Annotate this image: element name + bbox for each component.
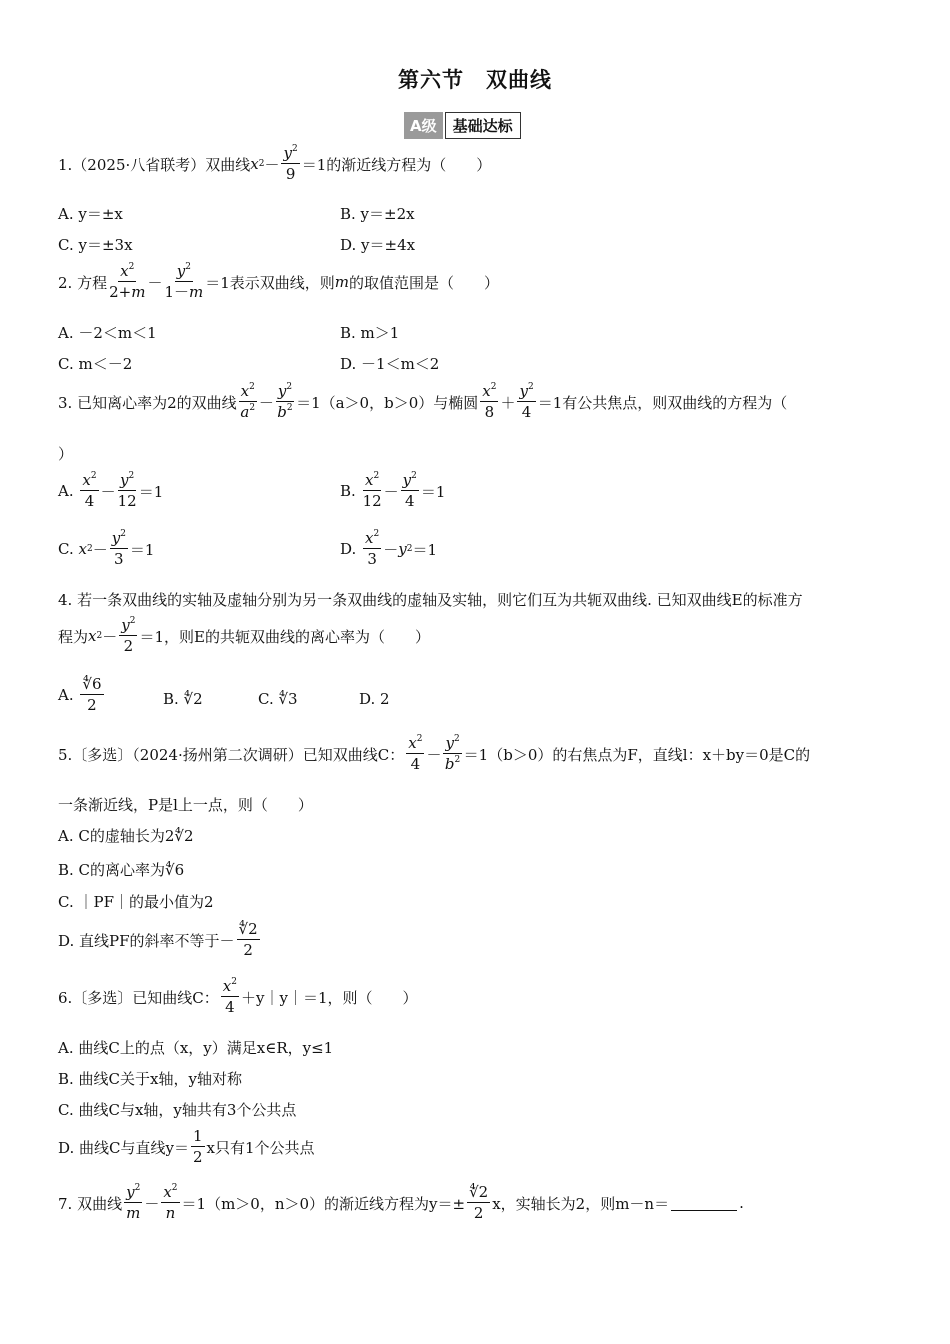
question-1-option-a[interactable]: A. y＝±x [58, 205, 123, 223]
question-6-option-a[interactable]: A. 曲线C上的点（x，y）满足x∈R，y≤1 [58, 1039, 334, 1057]
question-2-option-d[interactable]: D. －1＜m＜2 [340, 355, 440, 373]
question-5-stem: 5.〔多选〕（2024·扬州第二次调研）已知双曲线C： $\frac{x^2}{4}$ － $\frac{y^2}{b^2}$ ＝1（b＞0）的右焦点为F，直线l：x＋by＝0是C的 [58, 734, 811, 773]
question-3-option-a[interactable]: A. $\frac{x^2}{4}$ － $\frac{y^2}{12}$ ＝1 [58, 471, 164, 510]
question-3-stem-end: ） [58, 445, 74, 463]
question-5-stem-line2: 一条渐近线，P是l上一点，则（ ） [58, 796, 313, 814]
question-6-stem: 6.〔多选〕已知曲线C： $\frac{x^2}{4}$ ＋y｜y｜＝1，则（ ） [58, 977, 418, 1016]
question-6-option-b[interactable]: B. 曲线C关于x轴，y轴对称 [58, 1070, 242, 1088]
question-1-option-b[interactable]: B. y＝±2x [340, 205, 415, 223]
question-4-stem-line2: 程为 x 2 － $\frac{y^2}{2}$ ＝1，则E的共轭双曲线的离心率为（ ） [58, 616, 430, 655]
question-5-option-a[interactable]: A. C的虚轴长为2∜2 [58, 827, 194, 845]
level-badge [404, 111, 521, 139]
question-2-option-c[interactable]: C. m＜－2 [58, 355, 133, 373]
question-5-option-c[interactable]: C. ｜PF｜的最小值为2 [58, 893, 214, 911]
question-6-option-d[interactable]: D. 曲线C与直线y＝ $\frac{1}{2}$ x只有1个公共点 [58, 1127, 315, 1166]
question-5-option-d[interactable]: D. 直线PF的斜率不等于－ $\frac{∜2}{2}$ [58, 920, 258, 959]
question-2-stem: 2. 方程 $\frac{x^2}{2+m}$ － $\frac{y^2}{1-m}$ ＝1表示双曲线，则 m 的取值范围是（ ） [58, 262, 500, 301]
question-1-stem: 1.（2025·八省联考）双曲线 x 2 － $\frac{y^2}{9}$ ＝1的渐近线方程为（ ） [58, 144, 492, 183]
question-4-option-a[interactable]: A. $\frac{∜6}{2}$ [58, 675, 102, 714]
question-4-option-d[interactable]: D. 2 [359, 690, 390, 708]
question-3-option-b[interactable]: B. $\frac{x^2}{12}$ － $\frac{y^2}{4}$ ＝1 [340, 471, 446, 510]
page-title: 第六节 双曲线 [398, 68, 552, 92]
question-1-option-d[interactable]: D. y＝±4x [340, 236, 416, 254]
question-3-stem: 3. 已知离心率为2的双曲线 $\frac{x^2}{a^2}$ － $\frac{y^2}{b^2}$ ＝1（a＞0，b＞0）与椭圆 $\frac{x^2}{8}$ ＋ $\frac{y^2}{4}$ ＝1有公共焦点，则双曲线的方程为（ [58, 382, 788, 421]
question-4-option-c[interactable]: C. ∜3 [258, 690, 298, 708]
level-label: 基础达标 [445, 112, 521, 139]
question-4-option-b[interactable]: B. ∜2 [163, 690, 203, 708]
question-7-stem: 7. 双曲线 $\frac{y^2}{m}$ － $\frac{x^2}{n}$ ＝1（m＞0，n＞0）的渐近线方程为y＝± $\frac{∜2}{2}$ x，实轴长为2，则m－n＝ . [58, 1183, 744, 1222]
level-tag: A级 [404, 112, 443, 139]
question-6-option-c[interactable]: C. 曲线C与x轴，y轴共有3个公共点 [58, 1101, 297, 1119]
question-1-option-c[interactable]: C. y＝±3x [58, 236, 133, 254]
question-2-option-b[interactable]: B. m＞1 [340, 324, 400, 342]
question-3-option-d[interactable]: D. $\frac{x^2}{3}$ － y 2 ＝1 [340, 529, 438, 568]
question-5-option-b[interactable]: B. C的离心率为∜6 [58, 861, 185, 879]
question-3-option-c[interactable]: C. x 2 － $\frac{y^2}{3}$ ＝1 [58, 529, 155, 568]
question-2-option-a[interactable]: A. －2＜m＜1 [58, 324, 157, 342]
answer-blank[interactable] [671, 1195, 737, 1211]
question-4-stem: 4. 若一条双曲线的实轴及虚轴分别为另一条双曲线的虚轴及实轴，则它们互为共轭双曲线. 已知双曲线E的标准方 [58, 591, 803, 609]
